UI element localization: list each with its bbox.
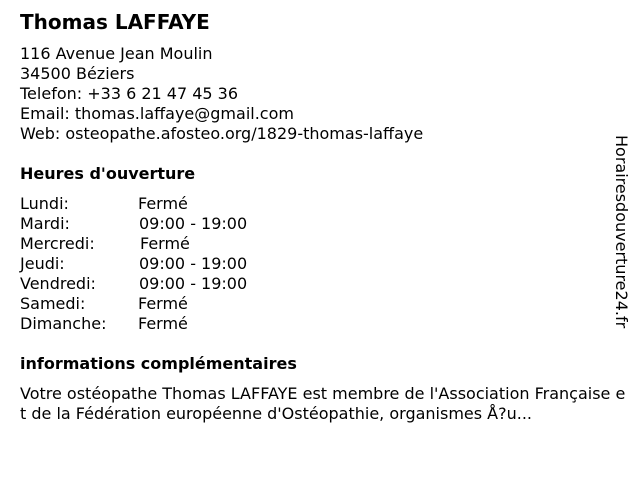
day-label: Jeudi: <box>20 254 65 273</box>
hours-row-thursday <box>20 254 320 274</box>
hours-heading: Heures d'ouverture <box>20 164 196 183</box>
day-hours: 09:00 - 19:00 <box>139 254 248 273</box>
description-text: Votre ostéopathe Thomas LAFFAYE est membre de l'Association Française et de la Fédération européenne d'Ostéopathie, organismes Å?u... <box>20 384 626 423</box>
phone-line: Telefon: +33 6 21 47 45 36 <box>20 84 239 103</box>
day-hours: 09:00 - 19:00 <box>139 274 248 293</box>
address-city: 34500 Béziers <box>20 64 135 83</box>
hours-row-monday <box>20 194 320 214</box>
opening-hours-table <box>20 194 320 334</box>
day-label: Dimanche: <box>20 314 107 333</box>
day-label: Vendredi: <box>20 274 96 293</box>
day-hours: Fermé <box>138 194 188 213</box>
day-label: Samedi: <box>20 294 86 313</box>
hours-row-sunday <box>20 314 320 334</box>
day-label: Mercredi: <box>20 234 95 253</box>
hours-row-saturday <box>20 294 320 314</box>
day-hours: Fermé <box>140 234 190 253</box>
hours-row-wednesday <box>20 234 320 254</box>
day-label: Mardi: <box>20 214 70 233</box>
hours-row-tuesday <box>20 214 320 234</box>
info-heading: informations complémentaires <box>20 354 297 373</box>
web-line: Web: osteopathe.afosteo.org/1829-thomas-laffaye <box>20 124 424 143</box>
hours-row-friday <box>20 274 320 294</box>
day-hours: Fermé <box>138 314 188 333</box>
contact-block <box>20 44 423 144</box>
site-watermark: Horairesdouverture24.fr <box>612 135 631 329</box>
email-line: Email: thomas.laffaye@gmail.com <box>20 104 294 123</box>
day-hours: 09:00 - 19:00 <box>139 214 248 233</box>
day-label: Lundi: <box>20 194 69 213</box>
page-title: Thomas LAFFAYE <box>20 10 210 34</box>
address-street: 116 Avenue Jean Moulin <box>20 44 213 63</box>
day-hours: Fermé <box>138 294 188 313</box>
